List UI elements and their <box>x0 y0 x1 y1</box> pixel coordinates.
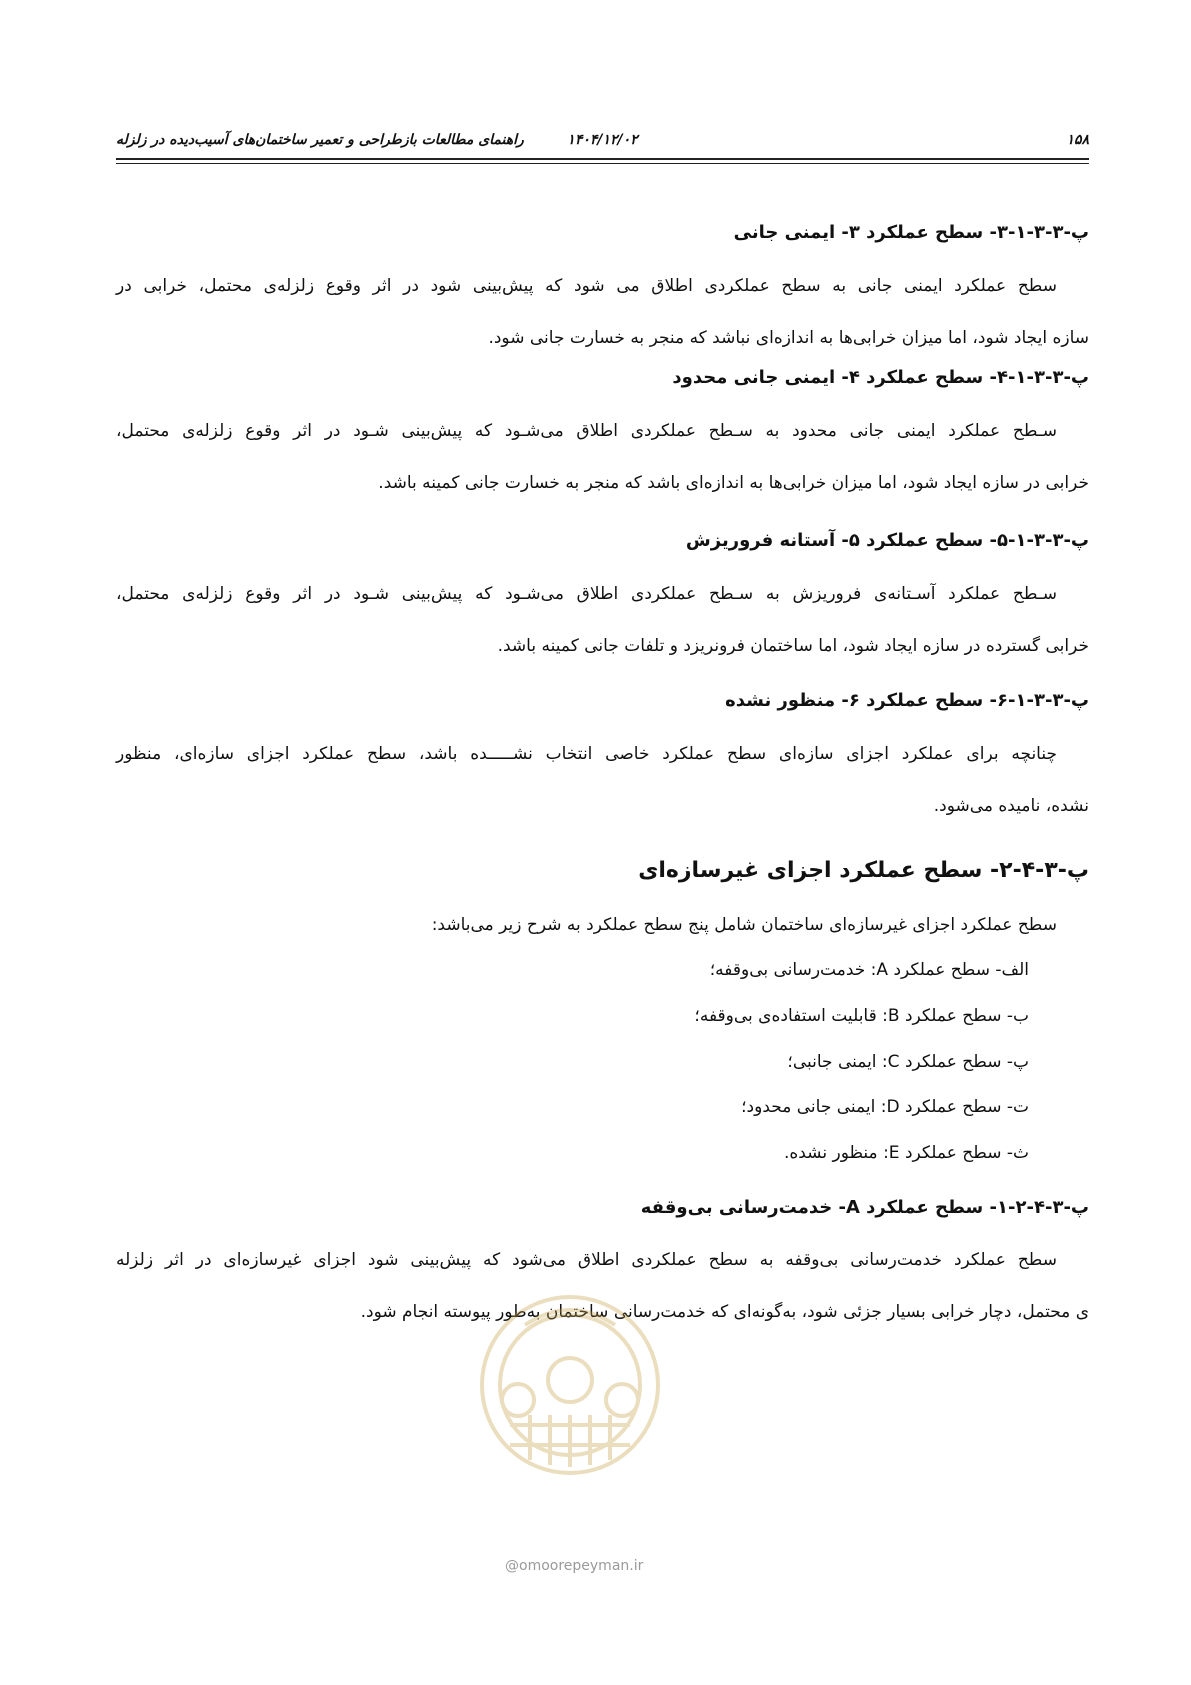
list-intro: سطح عملکرد اجزای غیرسازه‌ای ساختمان شامل پنج سطح عملکرد به شرح زیر می‌باشد: <box>431 915 1057 935</box>
list-item: پ- سطح عملکرد C: ایمنی جانبی؛ <box>787 1052 1029 1072</box>
paragraph-line: سـطح عملکرد آسـتانه‌ی فروریزش به سـطح عملکردی اطلاق می‌شـود که پیش‌بینی شـود در اثر وقوع زلزله‌ی محتمل، <box>116 584 1057 604</box>
list-item: ب- سطح عملکرد B: قابلیت استفاده‌ی بی‌وقفه؛ <box>694 1006 1029 1026</box>
list-item: ث- سطح عملکرد E: منظور نشده. <box>783 1143 1029 1163</box>
paragraph-line: سطح عملکرد ایمنی جانی به سطح عملکردی اطلاق می شود که پیش‌بینی شود در اثر وقوع زلزله‌ی محتمل، خرابی در <box>116 276 1057 296</box>
paragraph-line: نشده، نامیده می‌شود. <box>933 796 1089 816</box>
paragraph-line: سازه ایجاد شود، اما میزان خرابی‌ها به اندازه‌ای نباشد که منجر به خسارت جانی شود. <box>488 328 1089 348</box>
paragraph-line: خرابی در سازه ایجاد شود، اما میزان خرابی‌ها به اندازه‌ای باشد که منجر به خسارت جانی کمینه باشد. <box>378 473 1089 493</box>
header-date: ۱۴۰۴/۱۲/۰۲ <box>567 132 638 148</box>
section-heading: پ-۳-۳-۱-۶- سطح عملکرد ۶- منظور نشده <box>725 690 1089 711</box>
paragraph <box>116 568 1089 672</box>
section-heading: پ-۳-۳-۱-۴- سطح عملکرد ۴- ایمنی جانی محدود <box>672 367 1089 388</box>
running-header <box>116 128 1089 160</box>
section-heading: پ-۳-۴-۲-۱- سطح عملکرد A- خدمت‌رسانی بی‌وقفه <box>640 1197 1089 1218</box>
section-heading: پ-۳-۳-۱-۳- سطح عملکرد ۳- ایمنی جانی <box>733 222 1089 243</box>
page-number: ۱۵۸ <box>1066 132 1089 148</box>
list-item: الف- سطح عملکرد A: خدمت‌رسانی بی‌وقفه؛ <box>709 960 1029 980</box>
paragraph <box>116 405 1089 509</box>
paragraph-line: خرابی گسترده در سازه ایجاد شود، اما ساختمان فرونریزد و تلفات جانی کمینه باشد. <box>497 636 1089 656</box>
paragraph <box>116 260 1089 364</box>
subsection-heading: پ-۳-۴-۲- سطح عملکرد اجزای غیرسازه‌ای <box>638 858 1089 883</box>
paragraph-line: سطح عملکرد خدمت‌رسانی بی‌وقفه به سطح عملکردی اطلاق می‌شود که پیش‌بینی شود اجزای غیرسازه‌ای در اثر زلزله <box>116 1250 1057 1270</box>
paragraph <box>116 728 1089 832</box>
list-item: ت- سطح عملکرد D: ایمنی جانی محدود؛ <box>741 1097 1029 1117</box>
watermark-text: @omoorepeyman.ir <box>505 1558 644 1574</box>
paragraph-line: سـطح عملکرد ایمنی جانی محدود به سـطح عملکردی اطلاق می‌شـود که پیش‌بینی شـود در اثر وقوع زلزله‌ی محتمل، <box>116 421 1057 441</box>
header-rule <box>116 163 1089 164</box>
section-heading: پ-۳-۳-۱-۵- سطح عملکرد ۵- آستانه فروریزش <box>685 530 1089 551</box>
watermark-seal-icon <box>470 1285 670 1495</box>
paragraph-line: چنانچه برای عملکرد اجزای سازه‌ای سطح عملکرد خاصی انتخاب نشـــــده باشد، سطح عملکرد اجزای سازه‌ای، منظور <box>116 744 1057 764</box>
header-title: راهنمای مطالعات بازطراحی و تعمیر ساختمان‌های آسیب‌دیده در زلزله <box>116 132 524 148</box>
paragraph-line: ی محتمل، دچار خرابی بسیار جزئی شود، به‌گونه‌ای که خدمت‌رسانی ساختمان به‌طور پیوسته انجام شود. <box>360 1302 1089 1322</box>
